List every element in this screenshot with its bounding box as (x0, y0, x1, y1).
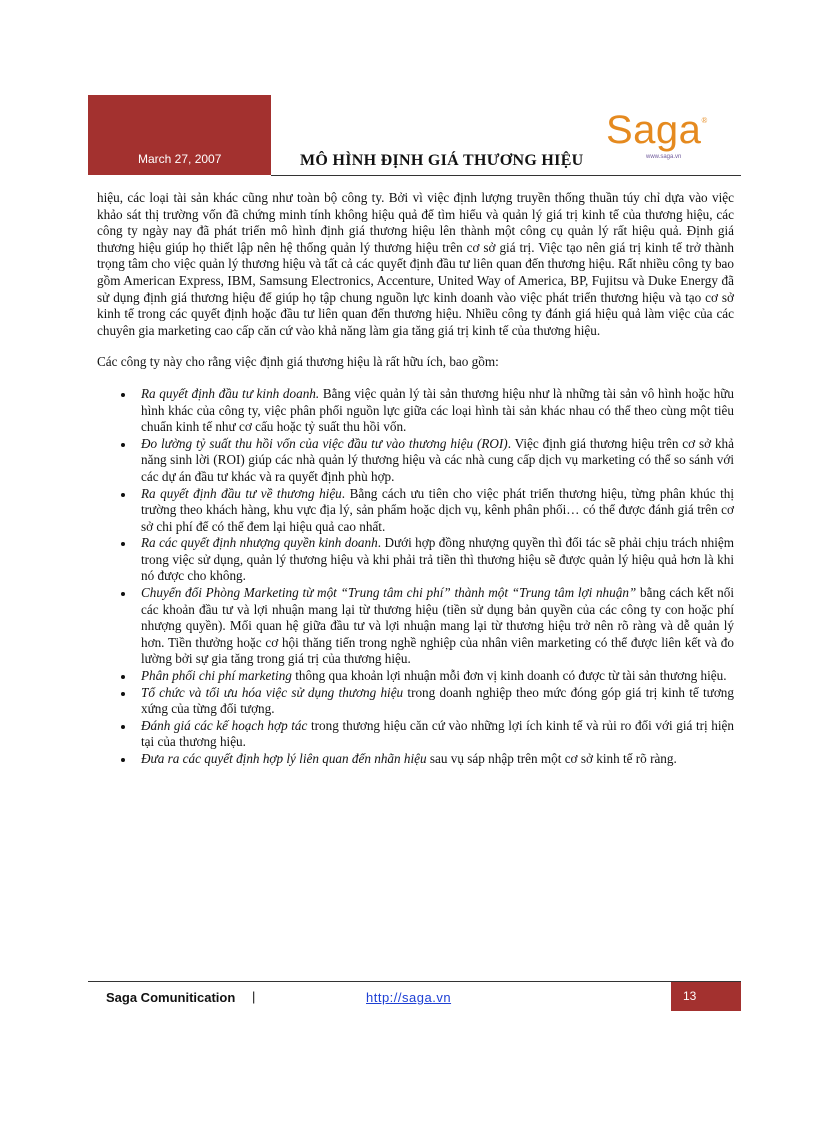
list-item (135, 718, 734, 751)
list-item-lead: Phân phối chi phí marketing (141, 668, 292, 684)
benefits-list (97, 386, 734, 768)
list-item (135, 486, 734, 536)
footer-divider (88, 981, 741, 982)
list-item-lead: Ra các quyết định nhượng quyền kinh doanh (141, 535, 378, 551)
list-item-text: . Việc định giá thương hiệu trên cơ sở khả năng sinh lời (ROI) giúp các nhà quản lý thương hiệu và các nhà cung cấp dịch vụ marketing có thể so sánh với các dự án đầu tư khác và ra quyết định phù hợp. (141, 435, 734, 484)
footer-separator: | (252, 989, 256, 1004)
list-item-lead: Ra quyết định đầu tư về thương hiệu (141, 485, 342, 501)
page-number: 13 (683, 989, 697, 1003)
list-item-text: . Dưới hợp đồng nhượng quyền thì đối tác sẽ phải chịu trách nhiệm trong việc sử dụng, quản lý thương hiệu và khi phải trả tiền thì thương hiệu sẽ được quản lý hiệu quả hơn là khi nó được cho không. (141, 535, 734, 584)
list-item (135, 535, 734, 585)
list-item-text: bằng cách kết nối các khoản đầu tư và lợi nhuận mang lại từ thương hiệu (tiền sử dụng bản quyền của các công ty con hoặc phí nhượng quyền). Mối quan hệ giữa đầu tư và lợi nhuận mang lại từ thương hiệu trở nên rõ ràng và dễ quản lý hơn. Tiền thưởng hoặc cơ hội thăng tiến trong nghề nghiệp của nhân viên marketing có thể được liên kết và đo lường bởi sự gia tăng trong giá trị của thương hiệu. (141, 585, 734, 667)
logo-registered-mark: ® (701, 116, 708, 125)
list-item (135, 751, 734, 768)
list-item-lead: Đánh giá các kế hoạch hợp tác (141, 717, 308, 733)
list-item-text: trong thương hiệu căn cứ vào những lợi ích kinh tế và rủi ro đối với giá trị hiện tại của thương hiệu. (141, 717, 735, 750)
list-item-lead: Đo lường tỷ suất thu hồi vốn của việc đầu tư vào thương hiệu (ROI) (141, 435, 508, 451)
footer-company-name: Saga Comunitication (106, 990, 236, 1005)
list-item (135, 386, 734, 436)
list-item (135, 668, 734, 685)
body-paragraph-2: Các công ty này cho rằng việc định giá thương hiệu là rất hữu ích, bao gồm: (97, 354, 499, 370)
header-date: March 27, 2007 (138, 152, 222, 166)
footer-website-link[interactable]: http://saga.vn (366, 990, 452, 1005)
list-item-lead: Đưa ra các quyết định hợp lý liên quan đến nhãn hiệu (141, 751, 427, 766)
list-item (135, 685, 734, 718)
list-item-lead: Tổ chức và tối ưu hóa việc sử dụng thương hiệu (141, 684, 404, 700)
body-paragraph-1: hiệu, các loại tài sản khác cũng như toàn bộ công ty. Bởi vì việc định lượng truyền thống thuần túy chỉ dựa vào việc khảo sát thị trường vốn đã chứng minh tính không hiệu quả để tìm hiểu và quản lý giá trị kinh tế của thương hiệu, các công ty ngày nay đã phát triển mô hình định giá thương hiệu lên thành một công cụ quản lý rất hiệu quả. Định giá thương hiệu giúp họ thiết lập nên hệ thống quản lý thương hiệu trên cơ sở giá trị. Việc tạo nên giá trị kinh tế trở thành trọng tâm cho việc quản lý thương hiệu và tất cả các quyết định đầu tư liên quan đến thương hiệu. Rất nhiều công ty bao gồm American Express, IBM, Samsung Electronics, Accenture, United Way of America, BP, Fujitsu và Duke Energy đã sử dụng định giá thương hiệu để giúp họ tập chung nguồn lực kinh doanh vào việc phát triển thương hiệu và tạo cơ sở kinh tế trong các quyết định hoặc đầu tư liên quan đến thương hiệu. Nhiều công ty đánh giá hiệu quả làm việc của các chuyên gia marketing cao cấp căn cứ vào khả năng làm gia tăng giá trị kinh tế của thương hiệu. (97, 190, 734, 338)
list-item-text: . Bằng cách ưu tiên cho việc phát triển thương hiệu, từng phân khúc thị trường theo khách hàng, khu vực địa lý, sản phẩm hoặc dịch vụ, kênh phân phối… có thể được đánh giá trên cơ sở chi phí để có thể đem lại hiệu quả cao nhất. (141, 485, 734, 534)
document-body (97, 190, 734, 768)
list-item (135, 436, 734, 486)
list-item (135, 585, 734, 668)
list-item-text: sau vụ sáp nhập trên một cơ sở kinh tế rõ ràng. (426, 751, 677, 766)
logo-url: www.saga.vn (646, 154, 682, 160)
list-item-lead: Ra quyết định đầu tư kinh doanh. (141, 385, 320, 401)
list-item-text: Bằng việc quản lý tài sản thương hiệu như là những tài sản vô hình hoặc hữu hình khác của công ty, việc phân phối nguồn lực giữa các loại hình tài sản khác nhau có thể theo cùng một tiêu chuẩn kinh tế như cơ cấu hoặc tỷ suất thu hồi vốn. (141, 385, 734, 435)
page-title: MÔ HÌNH ĐỊNH GIÁ THƯƠNG HIỆU (300, 152, 584, 169)
logo-wordmark: Saga (606, 108, 702, 152)
list-item-lead: Chuyển đổi Phòng Marketing từ một “Trung tâm chi phí” thành một “Trung tâm lợi nhuận” (141, 585, 637, 601)
list-item-text: thông qua khoản lợi nhuận mỗi đơn vị kinh doanh có được từ tài sản thương hiệu. (291, 668, 727, 684)
header-divider (271, 175, 741, 176)
list-item-text: trong doanh nghiệp theo mức đóng góp giá trị kinh tế tương xứng của từng đối tượng. (141, 684, 734, 717)
page-number-block (671, 982, 741, 1011)
saga-logo (606, 110, 716, 170)
